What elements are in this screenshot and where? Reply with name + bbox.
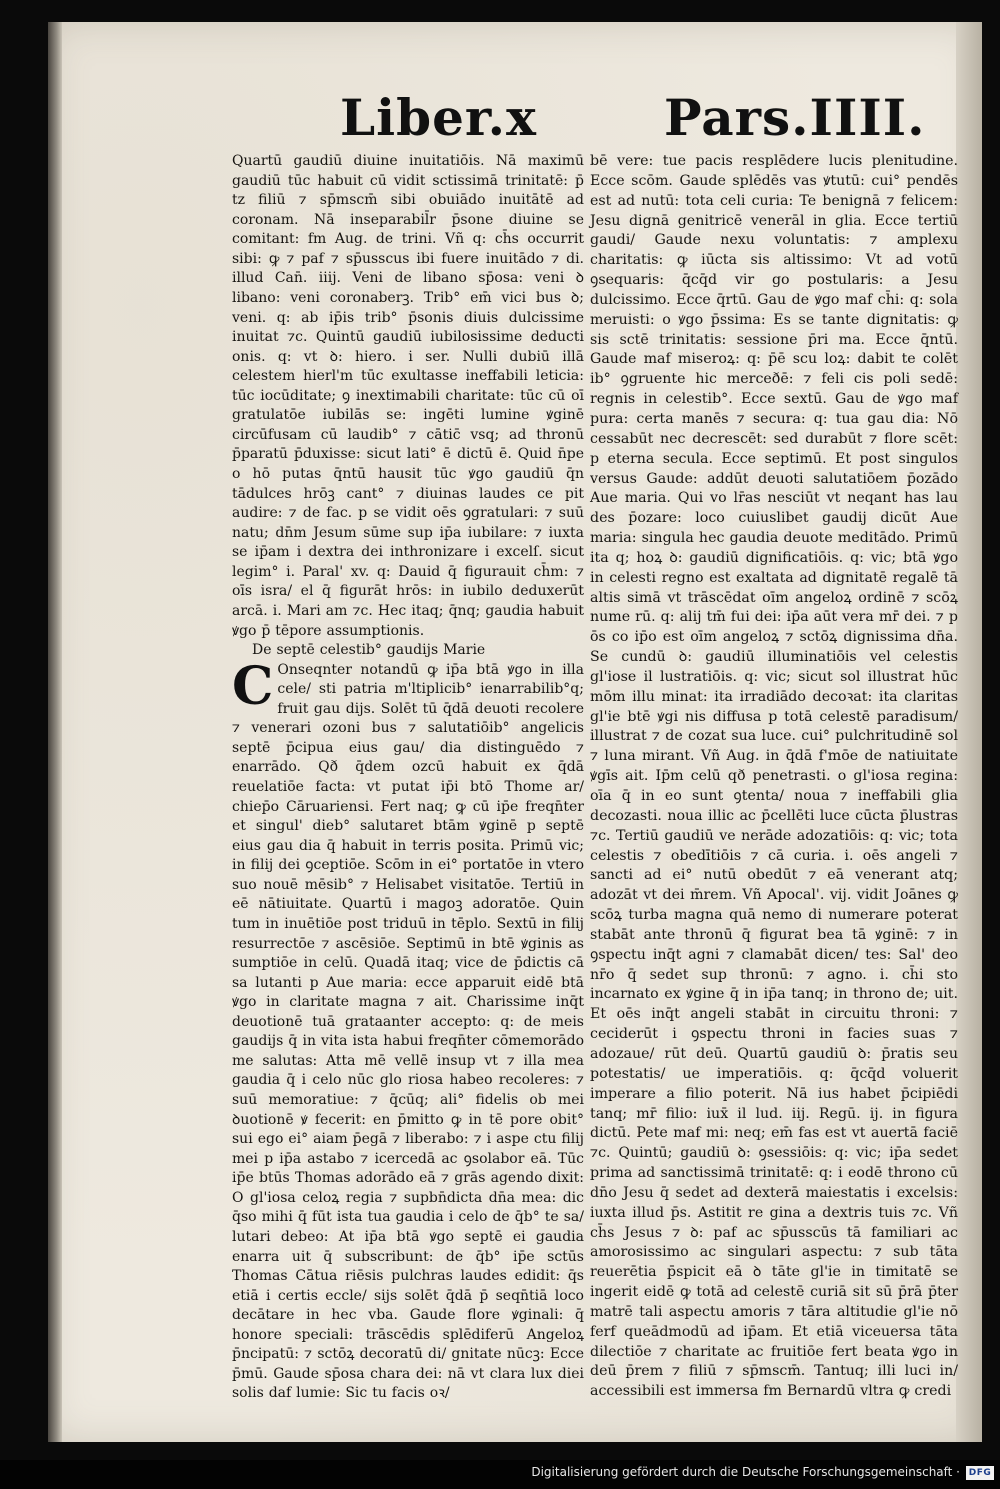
text-column-left xyxy=(232,152,584,1404)
text-column-right xyxy=(590,152,958,1402)
dfg-logo-icon: DFG xyxy=(966,1466,994,1480)
running-head-liber: Liber.x xyxy=(340,88,537,147)
paragraph-consequenter xyxy=(232,655,584,1404)
paragraph-quintum-gaudium: Quartū gaudiū diuine inuitatiōis. Nā maximū gaudiū tūc habuit cū vidit sctissimā trinitatē: p̄ tz filiū ⁊ sp̄mscm̄ sibi obuiādo inuitātē ad coronam. Nā inseparabil̄r p̄sone diuine se comitant: fm Aug. de trini. Vñ q: ch̄s occurrit sibi: ꝙ ⁊ paf ⁊ sp̄usscus ibi fuere inuitādo ⁊ di. illud Can̄. iiij. Veni de libano sp̄osa: veni ꝺ libano: veni coronaberꝫ. Trib° em̄ vici bus ꝺ; veni. q: ab ip̄is trib° p̄sonis diuis dulcissime inuitat ⁊c. Quintū gaudiū iubilosissime deducti onis. q: vt ꝺ: hiero. i ser. Nulli dubiū illā celestem hierl'm tūc exultasse ineffabili leticia: tūc iocūditate; ꝯ inextimabili charitate: tūc cū oī gratulatōe iubilās se: ingēti lumine ꝟginē circūfusam cū laudib° ⁊ cātic̄ vsq; ad thronū p̄paratū p̄duxisse: sicut lati° ē dictū ē. Quid n̄pe o hō putas q̄ntū hausit tūc ꝟgo gaudiū q̄n tādulces hrōꝫ cant° ⁊ diuinas laudes ce pit audire: ⁊ de fac. p se vidit oēs ꝯgratulari: ⁊ suū natu; dn̄m Jesum sūme sup ip̄a iubilare: ⁊ iuxta se ip̄am i dextra dei inthronizare i excelſ. sicut legim° i. Paral' xv. q: Dauid q̄ figurauit ch̄m: ⁊ oīs isra/ el q̄ figurāt hrōs: in iubilo deduxerūt arcā. i. Mari am ⁊c. Hec itaq; q̄nq; gaudia habuit ꝟgo p̄ tēpore assumptionis. xyxy=(232,153,584,639)
page-gutter-edge xyxy=(48,22,62,1442)
running-head-pars: Pars.IIII. xyxy=(664,88,926,147)
paragraph-gaudia-continued: bē vere: tue pacis resplēdere lucis plenitudine. Ecce scōm. Gaude splēdēs vas ꝟtutū: cui° pendēs est ad nutū: tota celi curia: Te benignā ⁊ felicem: Jesu dignā genitricē venerāl in glia. Ecce tertiū gaudi/ Gaude nexu voluntatis: ⁊ amplexu charitatis: ꝙ iūcta sis altissimo: Vt ad votū ꝯsequaris: q̄cq̄d vir go postularis: a Jesu dulcissimo. Ecce q̄rtū. Gau de ꝟgo maf ch̄i: q: sola meruisti: o ꝟgo p̄ssima: Es se tante dignitatis: ꝙ sis sctē trinitatis: sessione p̄ri ma. Ecce q̄ntū. Gaude maf miseroꝝ: q: p̄ē scu loꝝ: dabit te colēt ib° ꝯgruente hic merceðē: ⁊ feli cis poli sedē: regnis in celestib°. Ecce sextū. Gau de ꝟgo maf pura: certa manēs ⁊ secura: q: tua gau dia: Nō cessabūt nec decrescēt: sed durabūt ⁊ flore scēt: p eterna secula. Ecce septimū. Et post singulos versus Gaude: addūt deuoti salutatiōem p̄ozādo Aue maria. Qui vo lr̄as nesciūt vt neqant has lau des p̄ozare: loco cuiuslibet gaudij dicūt Aue maria: singula hec gaudia deuote meditādo. Primū ita q; hoꝝ ꝺ: gaudiū dignificatiōis. q: vic; btā ꝟgo in celesti regno est exaltata ad dignitatē regalē tā altis simā vt trāscēdat oīm angeloꝝ ordinē ⁊ scōꝝ nume rū. q: alij tm̄ fui dei: ip̄a aūt vera mr̄ dei. ⁊ p ōs co ip̄o est oīm angeloꝝ ⁊ sctōꝝ dignissima dn̄a. Se cundū ꝺ: gaudiū illuminatiōis vel celestis gl'iose il lustratiōis. q: vic; sicut sol illustrat hūc mōm illu minat: ita irradiādo decoꝛat: ita claritas gl'ie btē ꝟgi nis diffusa p totā celestē paradisum/ illustrat ⁊ de cozat sua luce. cui° pulchritudinē sol ⁊ luna mirant. Vñ Aug. in q̄dā f'mōe de natiuitate ꝟgīs ait. Ip̄m celū qð penetrasti. o gl'iosa regina: oīa q̄ in eo sunt ꝯtenta/ noua ⁊ ineffabili glia decozasti. noua illic ac p̄cellēti luce cūcta p̄lustras ⁊c. Tertiū gaudiū ve nerāde adozatiōis: q: vic; tota celestis ⁊ obedītiōis ⁊ cā curia. i. oēs angeli ⁊ sancti ad ei° nutū obedūt ⁊ eā venerant atq; adozāt vt dei m̄rem. Vñ Apocal'. vij. vidit Joānes ꝙ scōꝝ turba magna quā nemo di numerare poterat stabāt ante thronū q̄ figurat bea tā ꝟginē: ⁊ in ꝯspectu inq̄t agni ⁊ clamabāt dicen/ tes: Sal' deo nr̄o q̄ sedet sup thronū: ⁊ agno. i. ch̄i sto incarnato ex ꝟgine q̄ in ip̄a tanq; in throno de; uit. Et oēs inq̄t angeli stabāt in circuitu throni: ⁊ ceciderūt i ꝯspectu throni in facies suas ⁊ adozaue/ rūt deū. Quartū gaudiū ꝺ: p̄ratis seu potestatis/ ue imperatiōis. q: q̄cq̄d voluerit imperare a filio poterit. Nā ius habet p̄cipiēdi tanq; mr̄ filio: iux̄ il lud. iij. Regū. ij. in figura dictū. Pete maf mi: neq; em̄ fas est vt auertā faciē ⁊c. Quintū; gaudiū ꝺ: ꝯsessiōis: q: vic; ip̄a sedet prima ad sanctissimā trinitatē: q: i eodē throno cū dn̄o Jesu q̄ sedet ad dexterā maiestatis i excelsis: iuxta illud p̄s. Astitit re gina a dextris tuis ⁊c. Vñ ch̄s Jesus ⁊ ꝺ: paf ac sp̄usscūs tā familiari ac amorosissimo ac singulari aspectu: ⁊ sub tāta reuerētia p̄spicit eā ꝺ tāte gl'ie in timitatē se ingerit eidē ꝙ totā ad celestē curiā sit sū p̄rā p̄ter matrē tali aspectu amoris ⁊ tāra altitudie gl'ie nō ferf queādmodū ad ip̄am. Et etiā viceuersa tāta dilectiōe ⁊ charitate ac fruitiōe fert beata ꝟgo in deū p̄rem ⁊ filiū ⁊ sp̄mscm̄. Tantuq; illi luci in/ accessibili est immersa fm Bernardū vltra ꝙ credi xyxy=(590,153,958,1400)
page-right-edge xyxy=(956,22,982,1442)
dfg-credit-text: Digitalisierung gefördert durch die Deutsche Forschungsgemeinschaft · xyxy=(531,1465,960,1479)
paragraph-consequenter-text: Onseqnter notandū ꝙ ip̄a btā ꝟgo in illa cele/ sti patria m'ltiplicib° ienarrabilib°q; fruit gau dijs. Solēt tū q̄dā deuoti recolere ⁊ venerari ozoni bus ⁊ salutatiōib° angelicis septē p̄cipua eius gau/ dia distinguēdo ⁊ enarrādo. Qð q̄dem ozcū habuit ex q̄dā reuelatiōe facta: vt putat ip̄i btō Thome ar/ chiep̄o Cāruariensi. Fert naq; ꝙ cū ip̄e freqn̄ter et singul' dieb° salutaret btām ꝟginē p septē eius gau dia q̄ habuit in terris posita. Primū vic; in filij dei ꝯceptiōe. Scōm in ei° portatōe in vtero suo nouē mēsib° ⁊ Helisabet visitatōe. Tertiū in eē nātiuitate. Quartū i magoꝫ adoratōe. Quin tum in inuētiōe post triduū in tēplo. Sextū in filij resurrectōe ⁊ ascēsiōe. Septimū in btē ꝟginis as sumptiōe in celū. Quadā itaq; vice de p̄dictis cā sa lutanti p Aue maria: ecce apparuit eidē btā ꝟgo in claritate magna ⁊ ait. Charissime inq̄t deuotionē tuā grataanter accepto: q: de meis gaudijs q̄ in vita ista habui freqn̄ter cōmemorādo me salutas: Atta mē vellē insup vt ⁊ illa mea gaudia q̄ i celo nūc glo riosa habeo recoleres: ⁊ suū memoratiue: ⁊ q̄cūq; ali° fidelis ob mei ꝺuotionē ꝟ fecerit: en p̄mitto ꝙ in tē pore obit° sui ego ei° aiam p̄egā ⁊ liberabo: ⁊ i aspe ctu filij mei p ip̄a astabo ⁊ icercedā ac ꝯsolabor eā. Tūc ip̄e btūs Thomas adorādo eā ⁊ grās agendo dixit: O gl'iosa celoꝝ regia ⁊ supbn̄dicta dn̄a mea: dic q̄so mihi q̄ fūt ista tua gaudia i celo de q̄b° te sa/ lutari debeo: At ip̄a btā ꝟgo septē ei gaudia enarra uit q̄ subscribunt: de q̄b° ip̄e sctūs Thomas Cātua riēsis pulchras laudes edidit: q̄s etiā i certis eccle/ sijs solēt q̄dā p̄ seqn̄tiā loco decātare in hec vba. Gaude flore ꝟginali: q̄ honore speciali: trāscēdis splēdiferū Angeloꝝ p̄ncipatū: ⁊ sctōꝝ decoratū di/ gnitate nūcꝫ: Ecce p̄mū. Gaude sp̄osa chara dei: nā vt clara lux diei solis daf lumie: Sic tu facis oꝛ/ xyxy=(232,661,584,1402)
section-heading-septem-gaudia: De septē celestib° gaudijs Marie xyxy=(252,642,486,659)
drop-initial: C xyxy=(232,655,274,717)
